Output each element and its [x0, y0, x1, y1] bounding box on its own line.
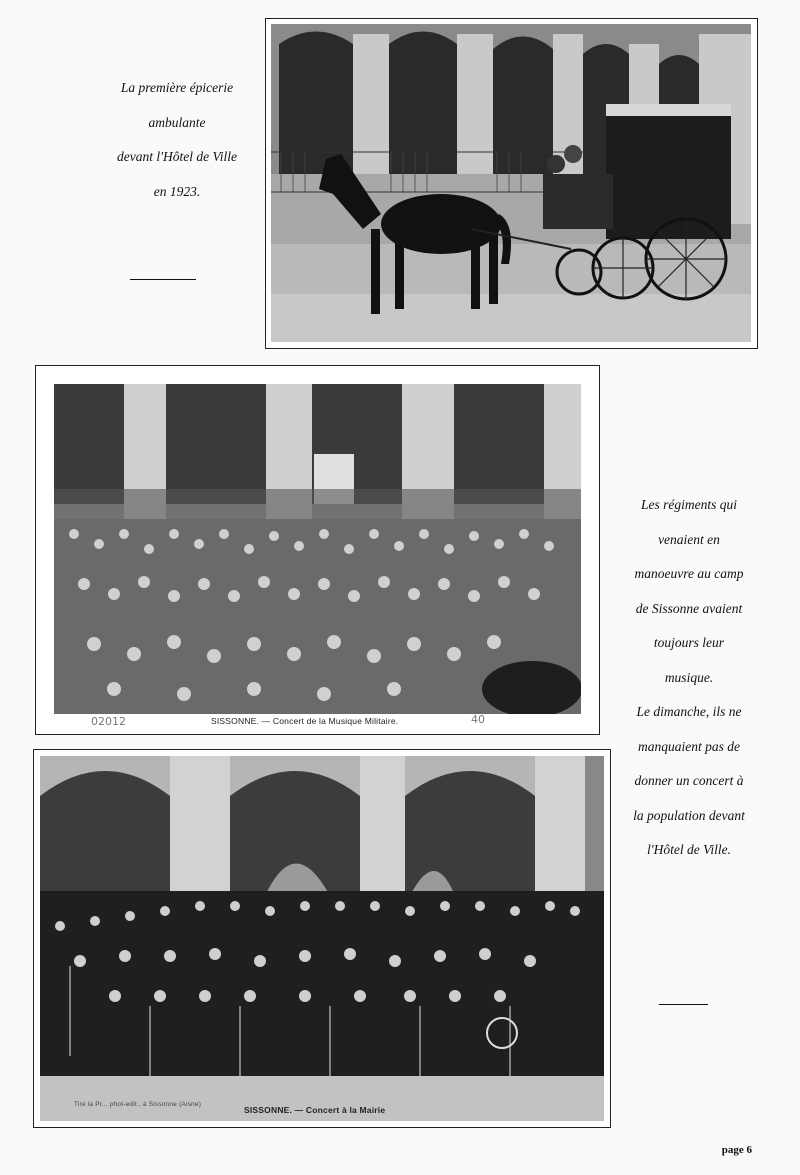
caption-line: de Sissonne avaient [635, 600, 743, 616]
caption-line: Les régiments qui [641, 497, 737, 512]
postcard-caption-military: SISSONNE. — Concert de la Musique Militaire. [211, 716, 399, 726]
photo-frame-carriage [265, 18, 758, 349]
caption-line: manquaient pas de [638, 738, 740, 754]
caption-line: la population devant [633, 807, 745, 823]
photo-frame-military-concert [35, 365, 600, 735]
postcard-caption-mairie: SISSONNE. — Concert à la Mairie [244, 1105, 386, 1115]
printer-credit: Tiré la Pr... phot-edit., à Sissonne (Aisne) [74, 1101, 202, 1108]
horse-carriage-photo-icon [271, 24, 751, 342]
handwritten-number-left: 02012 [91, 715, 126, 728]
carriage-photo [271, 24, 751, 342]
photo-frame-mairie-concert [33, 749, 611, 1128]
handwritten-number-right: 40 [471, 713, 485, 726]
caption-epicerie [82, 71, 272, 209]
divider-rule [130, 279, 196, 280]
caption-line: devant l'Hôtel de Ville [117, 149, 237, 164]
caption-line: musique. [664, 669, 714, 685]
mairie-concert-photo [40, 756, 604, 1121]
caption-line: venaient en [658, 531, 720, 547]
caption-line: La première épicerie [120, 80, 234, 95]
military-band-photo-icon [40, 756, 604, 1121]
caption-regiments [600, 488, 778, 868]
military-concert-photo [54, 384, 581, 714]
page-number: page 6 [721, 1144, 752, 1156]
divider-rule [659, 1004, 708, 1005]
caption-line: l'Hôtel de Ville. [647, 842, 731, 857]
caption-line: en 1923. [153, 183, 201, 199]
caption-line: toujours leur [653, 635, 725, 650]
caption-line: manoeuvre au camp [634, 566, 744, 581]
caption-line: Le dimanche, ils ne [636, 704, 742, 719]
caption-line: donner un concert à [634, 773, 744, 788]
military-crowd-photo-icon [54, 384, 581, 714]
caption-line: ambulante [148, 114, 206, 130]
